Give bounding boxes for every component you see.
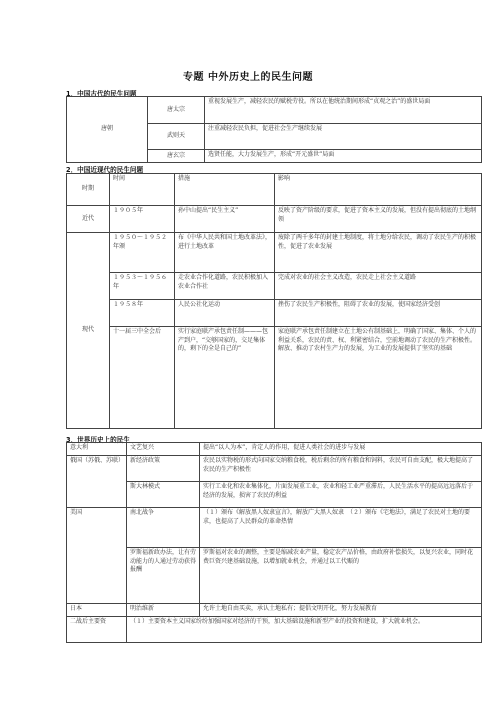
content-cell: 允许土地自由买卖，承认土地私有；提倡文明开化，努力发展教育 (200, 604, 482, 617)
measure-cell: 布《中华人民共和国土地改革法》，进行土地改革 (175, 233, 275, 273)
header-period: 时期 (67, 174, 110, 206)
policy-cell: 选贤任能，大力发展生产，形成“开元盛世”局面 (205, 150, 482, 163)
event-cell: 明治维新 (127, 604, 200, 617)
table-row (67, 604, 482, 617)
time-cell: １９５８年 (110, 300, 175, 327)
emperor-cell: 武则天 (148, 124, 205, 150)
table-row (67, 508, 482, 548)
section-heading-modern: 2．中国近现代的民生问题 (66, 166, 144, 174)
table-row (67, 300, 482, 327)
table-row (67, 482, 482, 508)
period-cell: 现代 (67, 233, 110, 429)
event-cell: 斯大林模式 (127, 482, 200, 508)
section-heading-world: 3．世界历史上的民生 (66, 436, 130, 444)
table-row (67, 233, 482, 273)
table-modern-china (66, 173, 482, 429)
time-cell: １９５３～１９５６年 (110, 273, 175, 300)
header-measure: 措施 (175, 174, 275, 206)
country-cell: 美国 (67, 508, 127, 604)
impact-cell: 完成对农业的社会主义改造，农民走上社会主义道路 (275, 273, 482, 300)
emperor-cell: 唐玄宗 (148, 150, 205, 163)
country-cell: 俄国（苏俄、苏联） (67, 456, 127, 508)
section-heading-ancient: 1．中国古代的民生问题 (66, 90, 137, 98)
country-cell: 意大利 (67, 443, 127, 456)
table-row (67, 273, 482, 300)
measure-cell: 实行家庭联产承包责任制———包产到户，“交够国家的，交足集体的，剩下的全是自己的” (175, 327, 275, 429)
dynasty-cell: 唐朝 (67, 97, 148, 163)
policy-cell: 注重减轻农民负担，促进社会生产继续发展 (205, 124, 482, 150)
event-cell: 罗斯福新政办法，让有劳动能力的人通过劳动获得报酬 (127, 548, 200, 604)
impact-cell: 废除了两千多年的封建土地制度，将土地分给农民，调动了农民生产的积极性，促进了农业发展 (275, 233, 482, 273)
measure-cell: 孙中山提出“民生主义” (175, 206, 275, 233)
table-row (67, 97, 482, 124)
policy-cell: 重视发展生产，减轻农民的赋税劳役。所以在他统治期间形成“贞观之治”的盛世局面 (205, 97, 482, 124)
table-row (67, 548, 482, 604)
table-world (66, 442, 482, 643)
time-cell: １９５０～１９５２年颁 (110, 233, 175, 273)
table-row (67, 456, 482, 482)
event-cell: 南北战争 (127, 508, 200, 548)
table-row (67, 206, 482, 233)
country-cell: 日本 (67, 604, 127, 617)
content-cell: 提出“以人为本”，肯定人的作用，促进人类社会的进步与发展 (200, 443, 482, 456)
header-impact: 影响 (275, 174, 482, 206)
content-cell: 罗斯福对农业的调整，主要是缩减农业产量，稳定农产品价格，由政府补偿损失，以复兴农业，同时花费巨资兴建基础设施，以增加就业机会，并通过以工代赈的 (200, 548, 482, 604)
page-title: 专题 中外历史上的民生问题 (183, 72, 313, 83)
table-header-row (67, 174, 482, 206)
table-row (67, 443, 482, 456)
period-cell: 近代 (67, 206, 110, 233)
country-cell: 二战后主要资 (67, 617, 127, 643)
table-row (67, 327, 482, 429)
header-time: 时间 (110, 174, 175, 206)
content-cell: （１）主要资本主义国家纷纷加强国家对经济的干预，加大基础设施和新型产业的投资和建设，扩大就业机会。 (127, 617, 482, 643)
event-cell: 新经济政策 (127, 456, 200, 482)
impact-cell: 挫伤了农民生产积极性，阻碍了农业的发展，使国家经济受创 (275, 300, 482, 327)
time-cell: １９０５年 (110, 206, 175, 233)
content-cell: 实行工业化和农业集体化，片面发展重工业，农业和轻工业严重滞后，人民生活水平的提高远远落后于经济的发展，损害了农民的利益 (200, 482, 482, 508)
impact-cell: 家庭联产承包责任制建立在土地公有制基础上，明确了国家、集体、个人的利益关系，农民的责、权、利紧密结合，空前地调动了农民的生产积极性。解放、推动了农村生产力的发展，为工业的发展提供了坚实的基础 (275, 327, 482, 429)
impact-cell: 反映了资产阶级的要求，促进了资本主义的发展，但没有提出彻底的土地纲领 (275, 206, 482, 233)
event-cell: 文艺复兴 (127, 443, 200, 456)
content-cell: 农民以实物税的形式向国家交纳粮食税，税后剩余的所有粮食和饲料，农民可自由支配，极大地提高了农民的生产积极性 (200, 456, 482, 482)
time-cell: 十一届三中全会后 (110, 327, 175, 429)
measure-cell: 走农业合作化道路，农民积极加入农业合作社 (175, 273, 275, 300)
measure-cell: 人民公社化运动 (175, 300, 275, 327)
content-cell: （１）颁布《解放黑人奴隶宣言》，解放广大黑人奴隶 （２）颁布《宅地法》，满足了农民对土地的要求，也提高了人民群众的革命热情 (200, 508, 482, 548)
table-row (67, 617, 482, 643)
table-ancient-china (66, 96, 482, 163)
emperor-cell: 唐太宗 (148, 97, 205, 124)
